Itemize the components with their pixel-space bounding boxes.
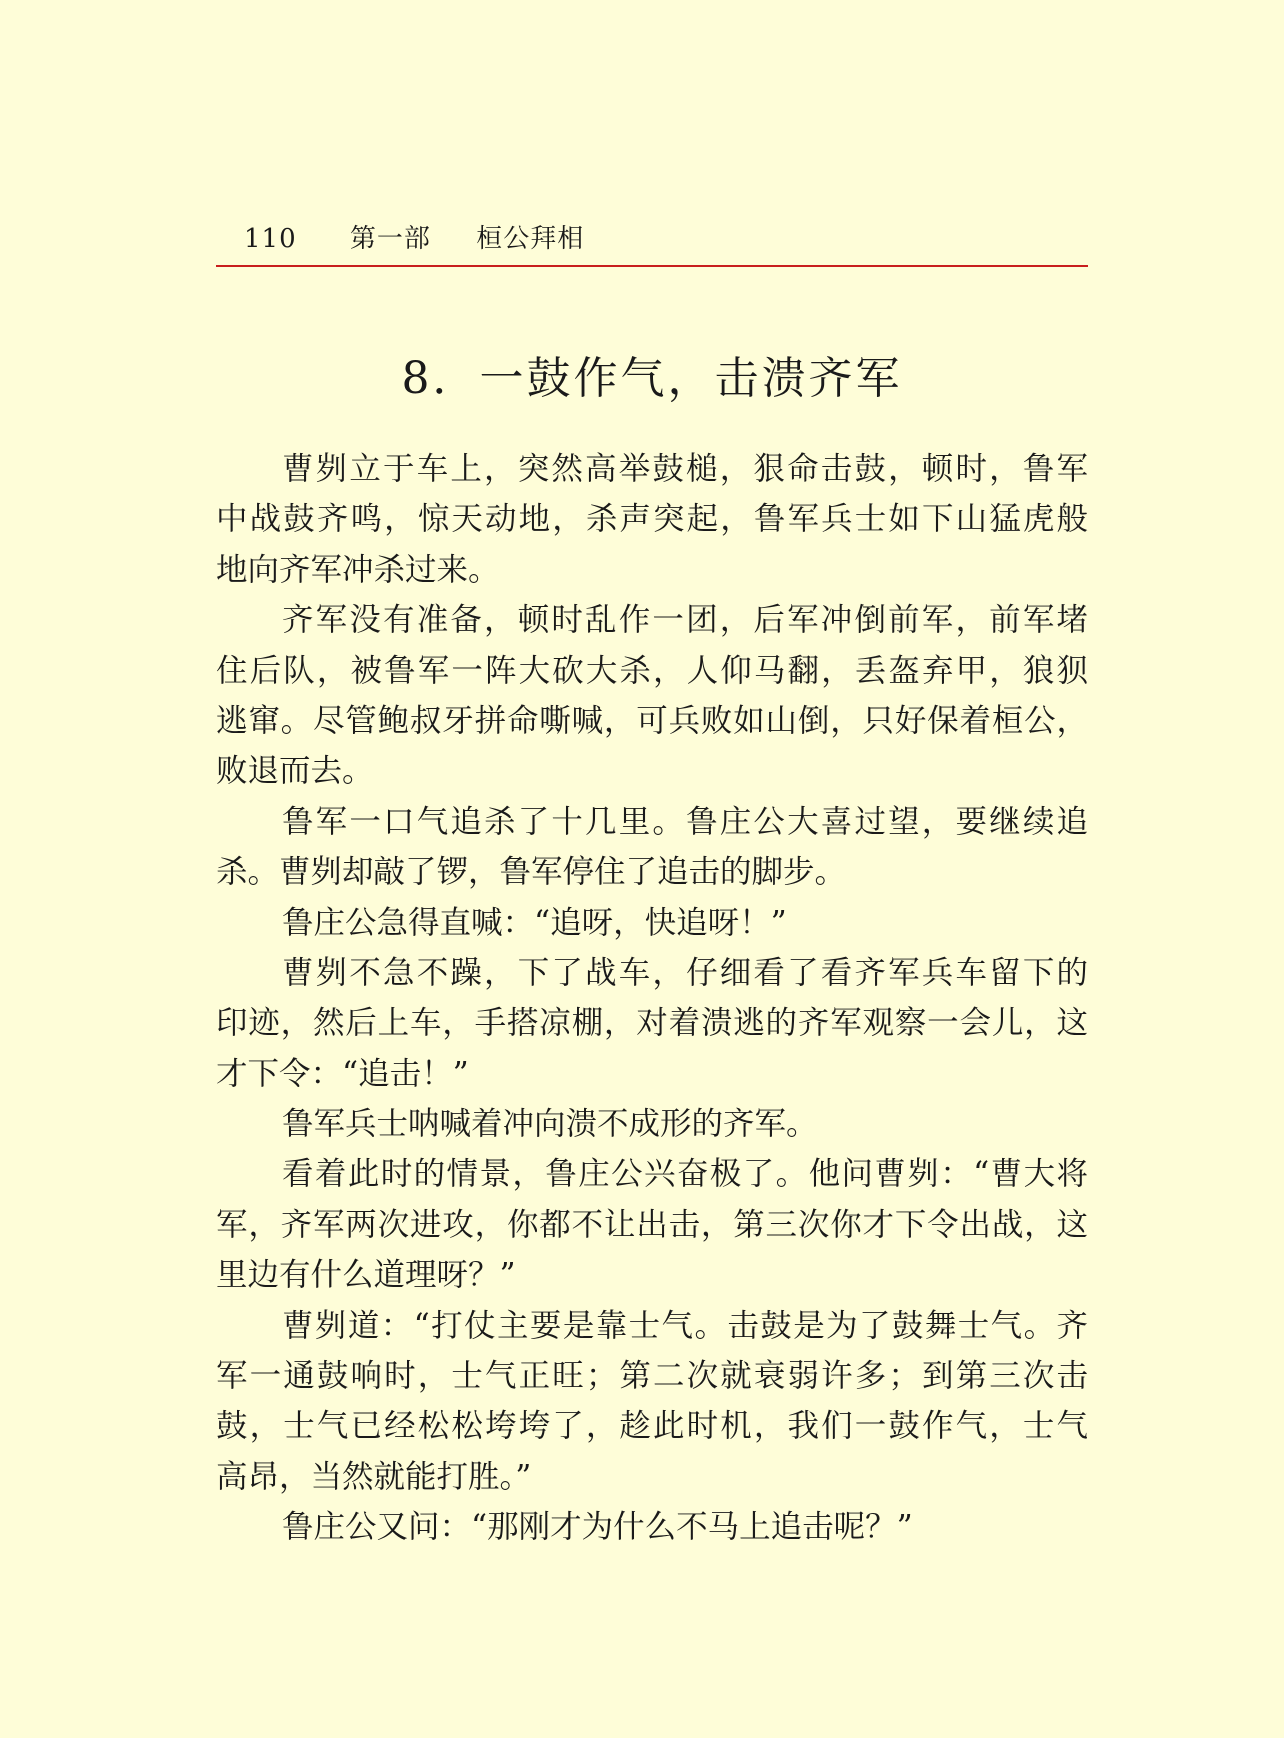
- text-line: 鼓，士气已经松松垮垮了，趁此时机，我们一鼓作气，士气: [216, 1408, 1088, 1445]
- body-text: [216, 444, 1088, 1553]
- text-line: 齐军没有准备，顿时乱作一团，后军冲倒前军，前军堵: [282, 602, 1088, 639]
- part-title: 桓公拜相: [476, 224, 585, 254]
- page-number: 110: [244, 224, 297, 254]
- text-line: 鲁军一口气追杀了十几里。鲁庄公大喜过望，要继续追: [282, 803, 1088, 840]
- text-line: 军一通鼓响时，士气正旺；第二次就衰弱许多；到第三次击: [216, 1358, 1088, 1395]
- text-line: 曹刿立于车上，突然高举鼓槌，狠命击鼓，顿时，鲁军: [282, 451, 1088, 487]
- text-line: 才下令：“追击！”: [216, 1055, 469, 1092]
- chapter-title: 8．一鼓作气，击溃齐军: [401, 353, 903, 404]
- text-line: 杀。曹刿却敲了锣，鲁军停住了追击的脚步。: [216, 854, 847, 891]
- running-header: [244, 218, 584, 255]
- text-line: 地向齐军冲杀过来。: [216, 551, 500, 588]
- text-line: 住后队，被鲁军一阵大砍大杀，人仰马翻，丢盔弃甲，狼狈: [216, 652, 1088, 689]
- text-line: 鲁庄公又问：“那刚才为什么不马上追击呢？”: [282, 1509, 913, 1546]
- text-line: 高昂，当然就能打胜。”: [216, 1458, 532, 1495]
- text-line: 看着此时的情景，鲁庄公兴奋极了。他问曹刿：“曹大将: [282, 1156, 1088, 1193]
- part-label: 第一部: [349, 224, 431, 254]
- text-line: 印迹，然后上车，手搭凉棚，对着溃逃的齐军观察一会儿，这: [216, 1005, 1088, 1042]
- text-line: 鲁军兵士呐喊着冲向溃不成形的齐军。: [282, 1106, 818, 1143]
- text-line: 曹刿不急不躁，下了战车，仔细看了看齐军兵车留下的: [282, 954, 1088, 991]
- text-line: 鲁庄公急得直喊：“追呀，快追呀！”: [282, 904, 787, 941]
- text-line: 曹刿道：“打仗主要是靠士气。击鼓是为了鼓舞士气。齐: [282, 1307, 1088, 1344]
- text-line: 败退而去。: [216, 753, 374, 790]
- text-line: 中战鼓齐鸣，惊天动地，杀声突起，鲁军兵士如下山猛虎般: [216, 501, 1088, 538]
- text-line: 逃窜。尽管鲍叔牙拼命嘶喊，可兵败如山倒，只好保着桓公，: [216, 702, 1088, 739]
- text-line: 军，齐军两次进攻，你都不让出击，第三次你才下令出战，这: [216, 1206, 1088, 1243]
- header-rule: [216, 265, 1088, 267]
- text-line: 里边有什么道理呀？”: [216, 1257, 516, 1294]
